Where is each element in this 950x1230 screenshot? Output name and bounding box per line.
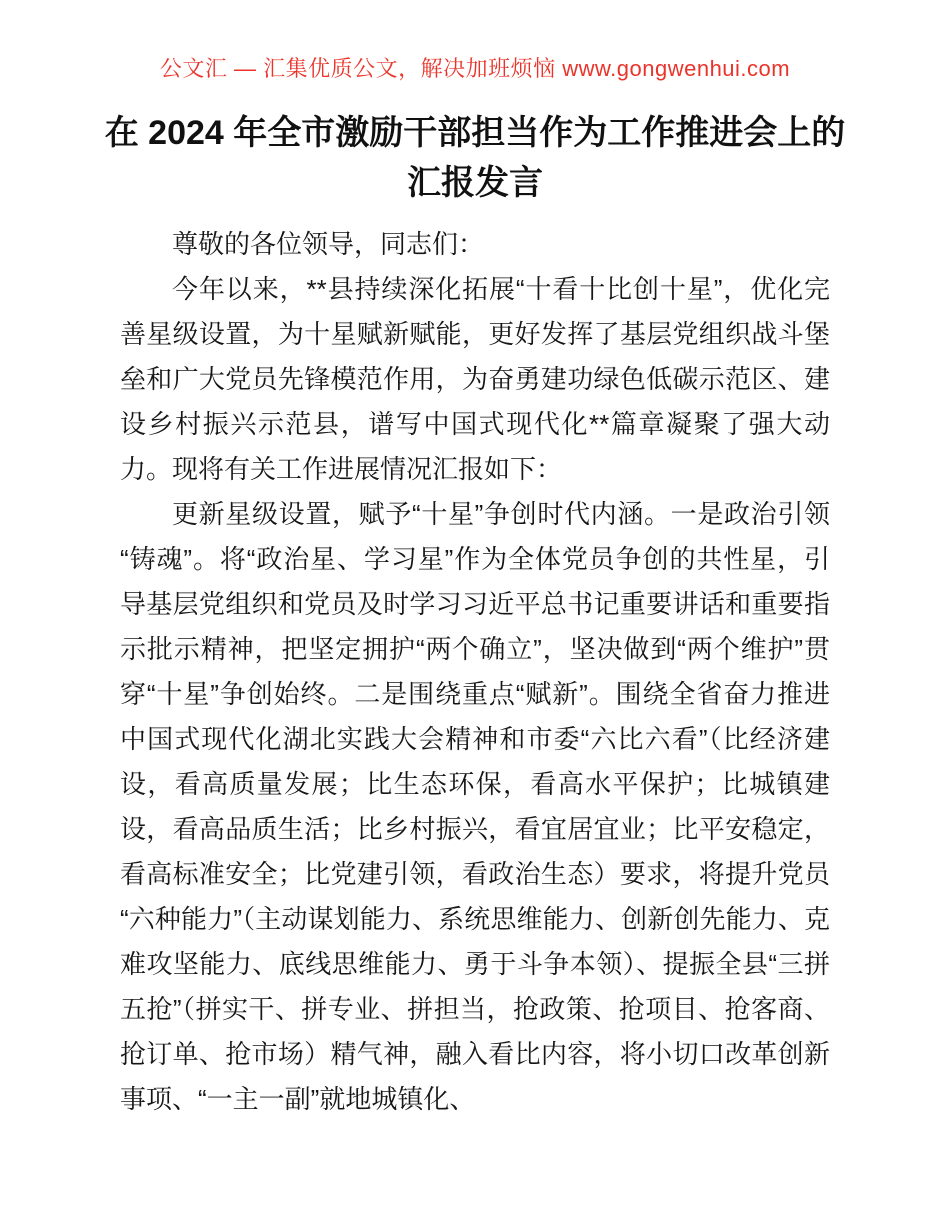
site-watermark: 公文汇 — 汇集优质公文，解决加班烦恼 www.gongwenhui.com: [159, 56, 791, 81]
paragraph-main: 更新星级设置，赋予“十星”争创时代内涵。一是政治引领“铸魂”。将“政治星、学习星”作为全体党员争创的共性星，引导基层党组织和党员及时学习习近平总书记重要讲话和重要指示批示精神，把坚定拥护“两个确立”，坚决做到“两个维护”贯穿“十星”争创始终。二是围绕重点“赋新”。围绕全省奋力推进中国式现代化湖北实践大会精神和市委“六比六看”（比经济建设，看高质量发展；比生态环保，看高水平保护；比城镇建设，看高品质生活；比乡村振兴，看宜居宜业；比平安稳定，看高标准安全；比党建引领，看政治生态）要求，将提升党员“六种能力”（主动谋划能力、系统思维能力、创新创先能力、克难攻坚能力、底线思维能力、勇于斗争本领）、提振全县“三拼五抢”（拼实干、拼专业、拼担当，抢政策、抢项目、抢客商、抢订单、抢市场）精气神，融入看比内容，将小切口改革创新事项、“一主一副”就地城镇化、: [120, 499, 830, 1114]
document-title: 在 2024 年全市激励干部担当作为工作推进会上的汇报发言: [104, 114, 846, 202]
document-body: [120, 222, 830, 1122]
paragraph-greeting: 尊敬的各位领导，同志们：: [172, 229, 485, 259]
paragraph-intro: 今年以来，**县持续深化拓展“十看十比创十星”，优化完善星级设置，为十星赋新赋能，更好发挥了基层党组织战斗堡垒和广大党员先锋模范作用，为奋勇建功绿色低碳示范区、建设乡村振兴示范县，谱写中国式现代化**篇章凝聚了强大动力。现将有关工作进展情况汇报如下：: [120, 274, 830, 484]
